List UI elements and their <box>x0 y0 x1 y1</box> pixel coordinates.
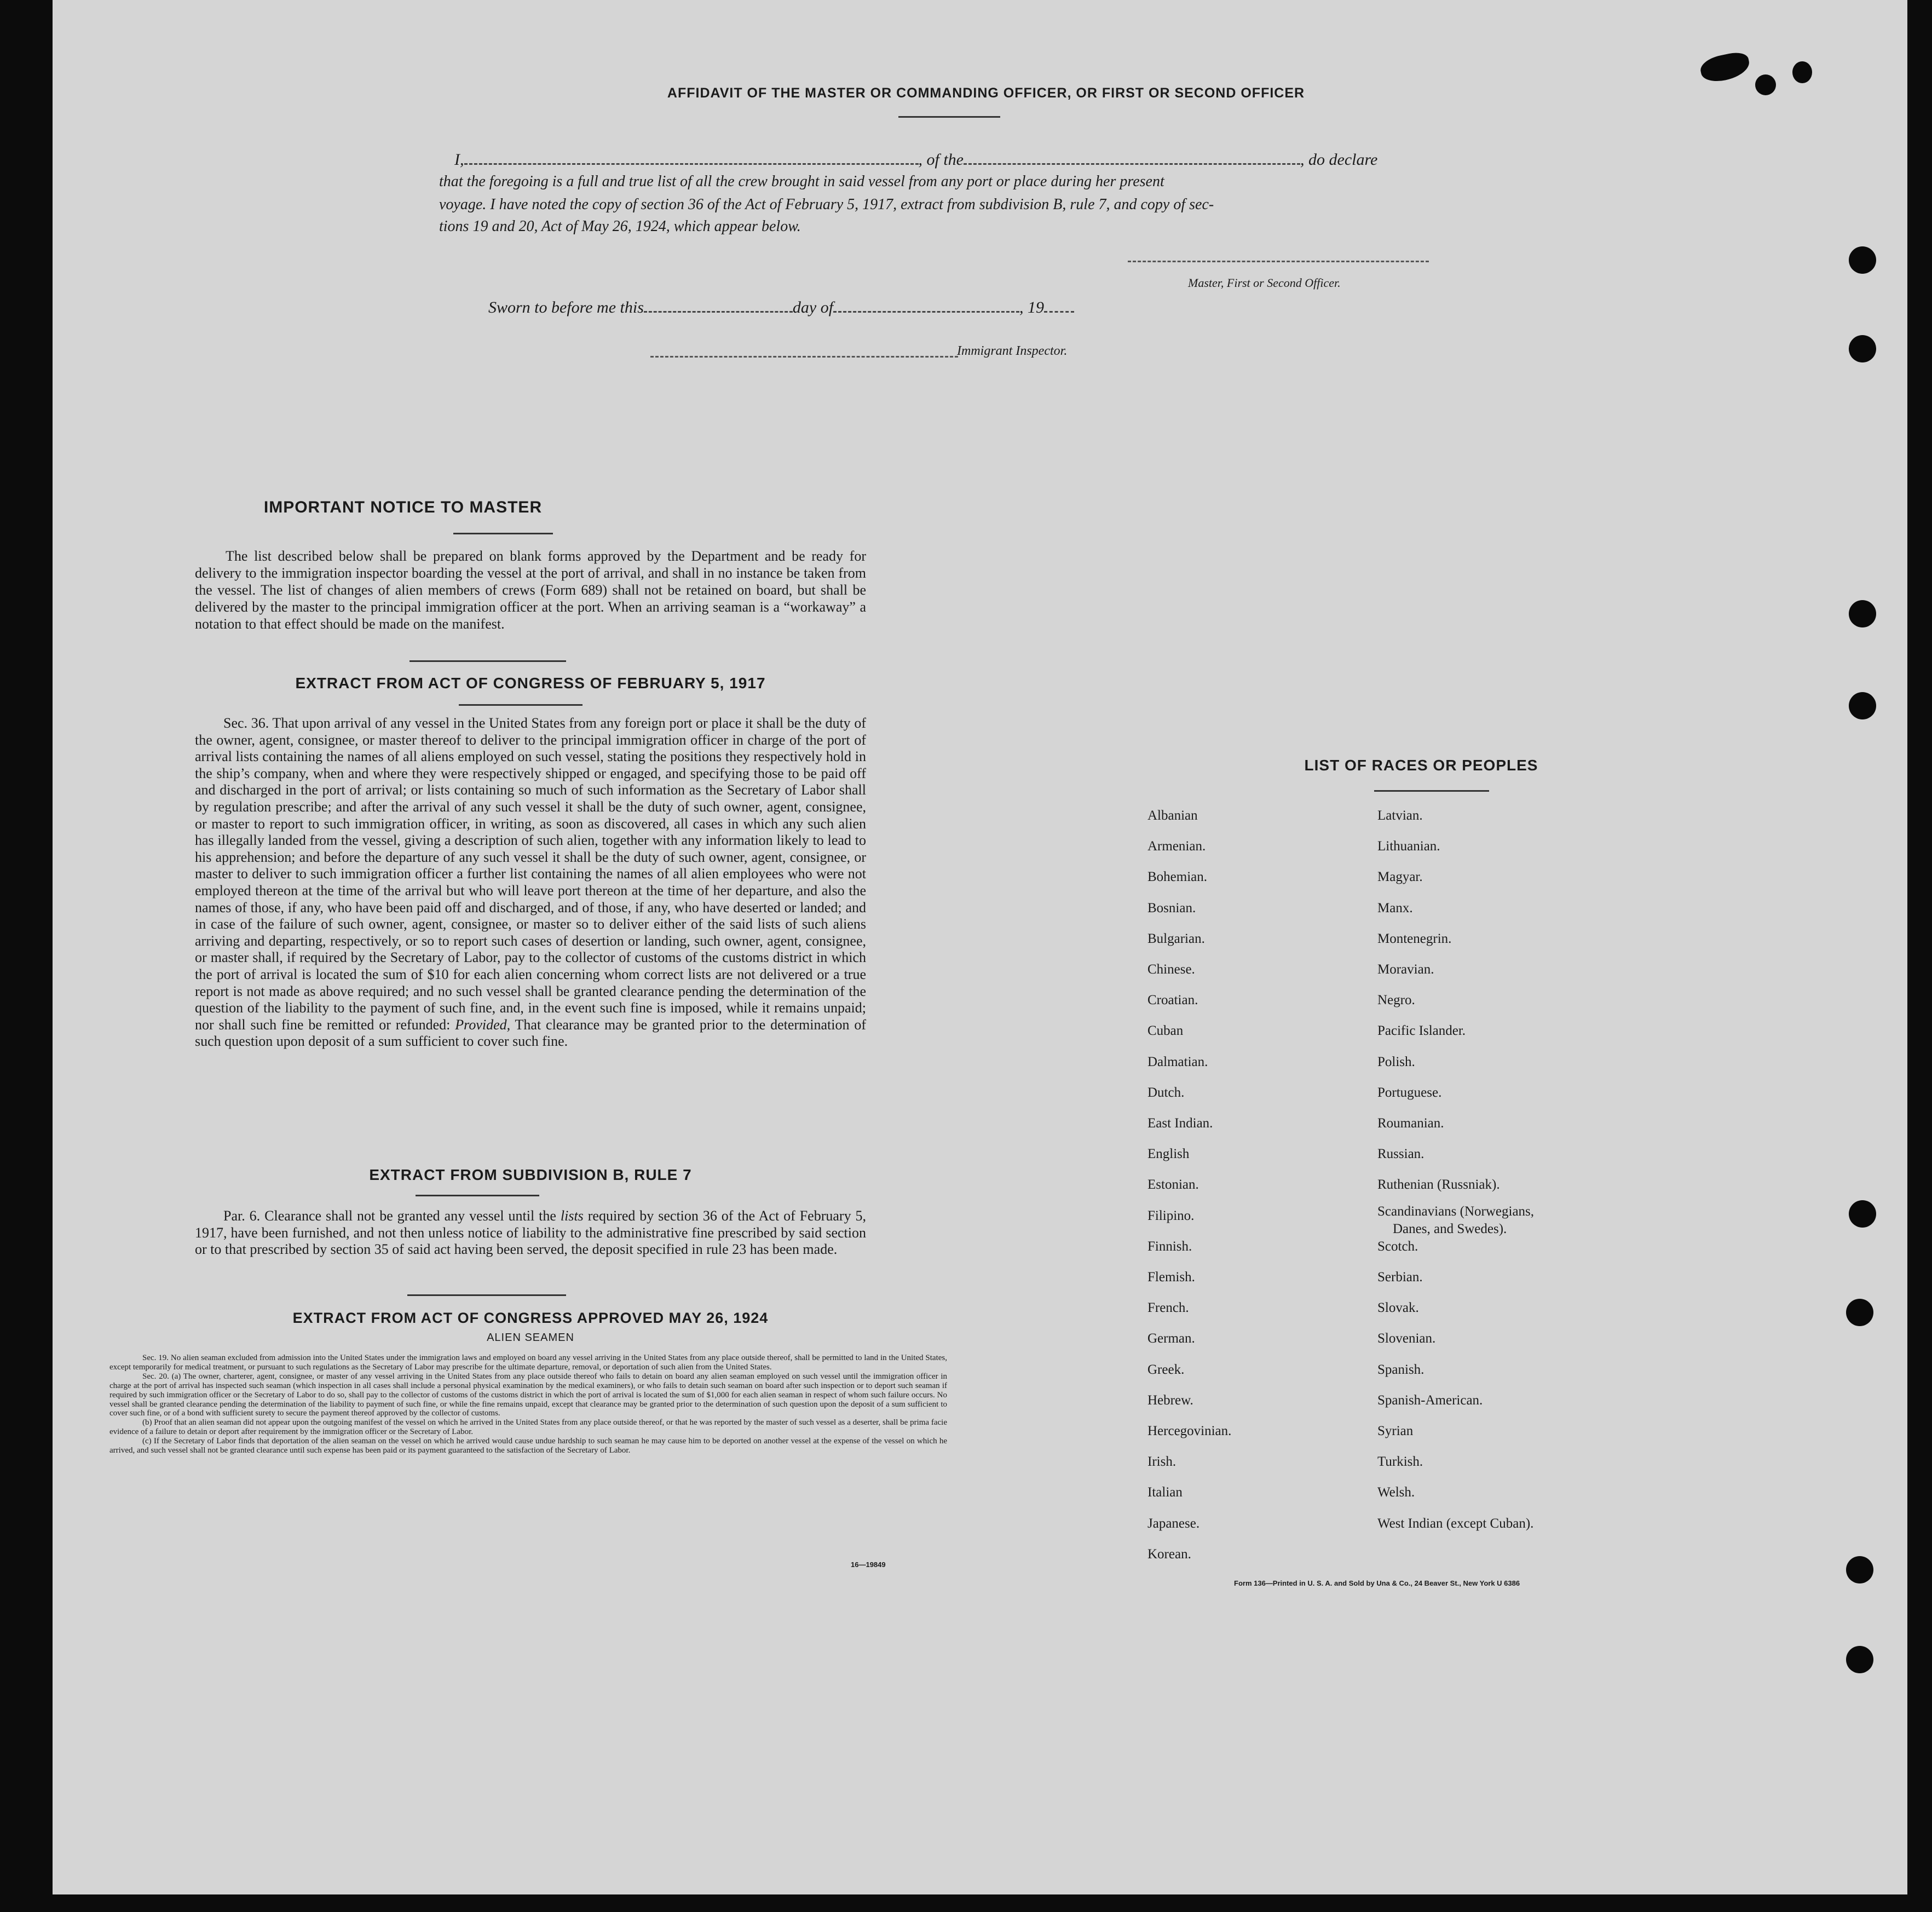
punch-hole <box>1849 692 1876 719</box>
lists-word: lists <box>560 1208 584 1224</box>
notice-body <box>195 548 866 632</box>
race-item: Scotch. <box>1377 1239 1418 1254</box>
race-item: Estonian. <box>1147 1177 1199 1193</box>
sec-19 <box>109 1354 947 1372</box>
ink-blot <box>1792 61 1812 83</box>
race-item: German. <box>1147 1331 1195 1346</box>
sec-20c: (c) If the Secretary of Labor finds that deportation of the alien seaman on the vessel on which he arrived would cause undue hardship to such seaman he may cause him to be deported on another vessel at the expense of the vessel on which he arrived, and such vessel shall not be granted clearance until such expense has been paid or its payment guaranteed to the satisfaction of the Secretary of Labor. <box>109 1437 947 1455</box>
sworn-year-blank[interactable] <box>1044 296 1074 313</box>
race-item: Bosnian. <box>1147 900 1196 915</box>
race-item: Scandinavians (Norwegians, <box>1377 1203 1535 1219</box>
race-item: East Indian. <box>1147 1116 1213 1131</box>
race-item: Slovak. <box>1377 1300 1419 1316</box>
race-item: French. <box>1147 1300 1189 1316</box>
print-code: 16—19849 <box>851 1560 886 1569</box>
race-item: Danes, and Swedes). <box>1393 1221 1507 1236</box>
race-item: Pacific Islander. <box>1377 1023 1466 1039</box>
extract-1917-title: EXTRACT FROM ACT OF CONGRESS OF FEBRUARY 5, 1917 <box>295 675 766 692</box>
affidavit-i: I, <box>454 151 464 169</box>
sworn-line <box>488 296 1074 317</box>
punch-hole <box>1849 246 1876 274</box>
inspector-label: Immigrant Inspector. <box>957 344 1068 358</box>
race-item: Syrian <box>1377 1424 1414 1438</box>
race-item: Albanian <box>1147 808 1198 823</box>
sworn-day-blank[interactable] <box>644 296 793 313</box>
race-item: Spanish-American. <box>1377 1392 1483 1408</box>
race-item: Italian <box>1147 1485 1183 1500</box>
affidavit-of-the: , of the <box>918 151 964 169</box>
extract-1924-body <box>109 1354 947 1455</box>
race-item: Welsh. <box>1377 1485 1415 1500</box>
inspector-signature-blank[interactable] <box>650 356 958 358</box>
sworn-text: Sworn to before me this <box>488 298 644 316</box>
race-item: Dalmatian. <box>1147 1054 1208 1069</box>
extract-rule7-body <box>195 1208 866 1258</box>
sec-36-label: Sec. 36. <box>223 715 269 731</box>
race-item: Roumanian. <box>1377 1116 1444 1131</box>
extract-1917-body <box>195 715 866 1050</box>
race-item: Flemish. <box>1147 1270 1195 1285</box>
day-of-text: day of <box>792 298 834 316</box>
race-item: Portuguese. <box>1377 1085 1442 1100</box>
race-item: Chinese. <box>1147 962 1195 977</box>
form-footer: Form 136—Printed in U. S. A. and Sold by Una & Co., 24 Beaver St., New York U 6386 <box>1234 1579 1520 1587</box>
vessel-blank[interactable] <box>964 148 1300 165</box>
affidavit-line-2: that the foregoing is a full and true list of all the crew brought in said vessel from any port or place during her present <box>439 173 1164 190</box>
race-item: Negro. <box>1377 993 1415 1008</box>
affidavit-line-4: tions 19 and 20, Act of May 26, 1924, which appear below. <box>439 218 801 235</box>
rule7-divider <box>407 1294 566 1296</box>
race-item: Finnish. <box>1147 1239 1192 1254</box>
par-6-text-end: required by section 36 of the Act of February 5, 1917, have been furnished, and not then unless notice of liability to the administrative fine prescribed by said section or to that prescribed by section 35 of said act having been served, the deposit specified in rule 23 has been made. <box>195 1208 867 1258</box>
race-item: Dutch. <box>1147 1085 1185 1100</box>
name-blank[interactable] <box>464 148 919 165</box>
sec-19-label: Sec. 19. <box>142 1354 169 1362</box>
race-item: Serbian. <box>1377 1270 1423 1285</box>
punch-hole <box>1849 335 1876 362</box>
race-item: English <box>1147 1147 1190 1162</box>
extract-rule7-rule <box>416 1195 539 1196</box>
punch-hole <box>1846 1646 1873 1673</box>
race-item: Latvian. <box>1377 808 1423 823</box>
provided-text: Provided, <box>455 1016 511 1033</box>
race-item: Japanese. <box>1147 1516 1200 1531</box>
sec-36-text-end: That clearance may be granted prior to the determination of such question upon deposit of a sum sufficient to cover such fine. <box>195 1016 866 1050</box>
master-signature-blank[interactable] <box>1128 261 1429 262</box>
race-item: West Indian (except Cuban). <box>1377 1516 1534 1531</box>
race-item: Russian. <box>1377 1147 1425 1162</box>
race-item: Spanish. <box>1377 1362 1425 1377</box>
affidavit-line-1 <box>454 148 1516 169</box>
races-title: LIST OF RACES OR PEOPLES <box>1304 757 1538 774</box>
race-item: Hercegovinian. <box>1147 1424 1232 1438</box>
form-page <box>53 0 1907 1894</box>
punch-hole <box>1849 1200 1876 1228</box>
ink-blot <box>1698 50 1752 85</box>
sec-36-text: That upon arrival of any vessel in the United States from any foreign port or place it shall be the duty of the owner, agent, consignee, or master thereof to deliver to the principal immigration officer in charge of the port of arrival lists containing the names of all aliens employed on such vessel, stating the positions they respectively hold in the ship’s company, when and where they were respectively shipped or engaged, and specifying those to be paid off and discharged in the port of arrival; or lists containing so much of such information as the Secretary of Labor shall by regulation prescribe; and after the arrival of any such vessel it shall be the duty of such owner, agent, consignee, or master to report to such immigration officer, in writing, as soon as discovered, all cases in which any such alien has illegally landed from the vessel, giving a description of such alien, together with any information likely to lead to his apprehension; and before the departure of any such vessel it shall be the duty of such owner, agent, consignee, or master to deliver to such immigration officer a further list containing the names of all alien employees who were not employed thereon at the time of the arrival but who will leave port thereon at the time of her departure, and also the names of those, if any, who have been paid off and discharged, and of those, if any, who have deserted or landed; and in case of the failure of such owner, agent, consignee, or master so to deliver either of the said lists of such aliens arriving and departing, respectively, or so to report such cases of desertion or landing, such owner, agent, consignee, or master shall, if required by the Secretary of Labor, pay to the collector of customs of the customs district in which the port of arrival is located the sum of $10 for each alien concerning whom correct lists are not delivered or a true report is not made as above required; and no such vessel shall be granted clearance pending the determination of the question of the liability to the payment of such fine, and, in the event such fine is imposed, while it remains unpaid; nor shall such fine be remitted or refunded: <box>195 715 866 1033</box>
year-text: , 19 <box>1019 298 1045 316</box>
race-item: Filipino. <box>1147 1208 1195 1223</box>
affidavit-title: AFFIDAVIT OF THE MASTER OR COMMANDING OFFICER, OR FIRST OR SECOND OFFICER <box>667 85 1305 101</box>
race-item: Montenegrin. <box>1377 931 1452 946</box>
punch-hole <box>1846 1556 1873 1583</box>
race-item: Bulgarian. <box>1147 931 1205 946</box>
affidavit-line-3: voyage. I have noted the copy of section 36 of the Act of February 5, 1917, extract from subdivision B, rule 7, and copy of sec- <box>439 196 1214 213</box>
extract-1917-rule <box>459 704 583 706</box>
race-item: Korean. <box>1147 1546 1191 1562</box>
affidavit-do-declare: , do declare <box>1300 151 1378 169</box>
race-item: Moravian. <box>1377 962 1434 977</box>
notice-title: IMPORTANT NOTICE TO MASTER <box>263 498 543 516</box>
par-6-label: Par. 6. <box>223 1208 261 1224</box>
sec-19-text: No alien seaman excluded from admission into the United States under the immigration laws and employed on board any vessel arriving in the United States from any place outside thereof, shall be permitted to land in the United States, except temporarily for medical treatment, or pursuant to such regulations as the Secretary of Labor may prescribe for the ultimate departure, removal, or deportation of such alien from the United States. <box>109 1354 947 1372</box>
race-item: Cuban <box>1147 1023 1184 1039</box>
sec-20-label: Sec. 20. <box>142 1372 169 1381</box>
notice-divider <box>410 660 566 662</box>
sec-20a <box>109 1372 947 1419</box>
punch-hole <box>1849 600 1876 627</box>
race-item: Croatian. <box>1147 993 1198 1008</box>
extract-1924-title: EXTRACT FROM ACT OF CONGRESS APPROVED MAY 26, 1924 <box>292 1310 769 1326</box>
par-6-text: Clearance shall not be granted any vessel until the <box>264 1208 556 1224</box>
sec-20b: (b) Proof that an alien seaman did not appear upon the outgoing manifest of the vessel on which he arrived in the United States from any place outside thereof, or that he was reported by the master of such vessel as a deserter, shall be prima facie evidence of a failure to detain or deport after requirement by the immigration officer or the Secretary of Labor. <box>109 1418 947 1437</box>
race-item: Greek. <box>1147 1362 1185 1377</box>
race-item: Turkish. <box>1377 1454 1423 1470</box>
race-item: Magyar. <box>1377 869 1423 885</box>
race-item: Lithuanian. <box>1377 839 1440 854</box>
extract-rule7-title: EXTRACT FROM SUBDIVISION B, RULE 7 <box>369 1166 692 1183</box>
race-item: Manx. <box>1377 900 1413 915</box>
race-item: Ruthenian (Russniak). <box>1377 1177 1500 1193</box>
race-item: Polish. <box>1377 1054 1415 1069</box>
ink-blot <box>1755 74 1776 95</box>
race-item: Irish. <box>1147 1454 1176 1470</box>
master-signature-label: Master, First or Second Officer. <box>1188 276 1341 290</box>
title-underline <box>898 116 1000 118</box>
race-item: Bohemian. <box>1147 869 1208 885</box>
sworn-month-blank[interactable] <box>833 296 1019 313</box>
notice-body-text: The list described below shall be prepared on blank forms approved by the Department and be ready for delivery to the immigration inspector boarding the vessel at the port of arrival, and shall in no instance be taken from the vessel. The list of changes of alien members of crews (Form 689) shall not be retained on board, but shall be delivered by the master to the principal immigration officer at the port. When an arriving seaman is a “workaway” a notation to that effect should be made on the manifest. <box>195 548 866 632</box>
races-title-rule <box>1374 790 1489 792</box>
race-item: Hebrew. <box>1147 1392 1193 1408</box>
race-item: Armenian. <box>1147 839 1206 854</box>
extract-1924-subtitle: ALIEN SEAMEN <box>487 1332 574 1344</box>
notice-title-rule <box>453 533 553 534</box>
sec-20a-text: (a) The owner, charterer, agent, consignee, or master of any vessel arriving in the United States from any place outside thereof who fails to detain on board any alien seaman employed on such vessel until the immigration officer in charge at the port of arrival has inspected such seaman (which inspection in all cases shall include a personal physical examination by the medical examiners), or who fails to detain such seaman on board after such inspection or to deport such seaman if required by such immigration officer or the Secretary of Labor to do so, shall pay to the collector of customs of the customs district in which the port of arrival is located the sum of $1,000 for each alien seaman in respect of whom such failure occurs. No vessel shall be granted clearance pending the determination of the liability to payment of such fine, or while the fine remains unpaid, except that clearance may be granted prior to the determination of such question upon the deposit of a sum sufficient to cover such fine, or of a bond with sufficient surety to secure the payment thereof approved by the collector of customs. <box>109 1372 947 1418</box>
punch-hole <box>1846 1299 1873 1326</box>
race-item: Slovenian. <box>1377 1331 1436 1346</box>
